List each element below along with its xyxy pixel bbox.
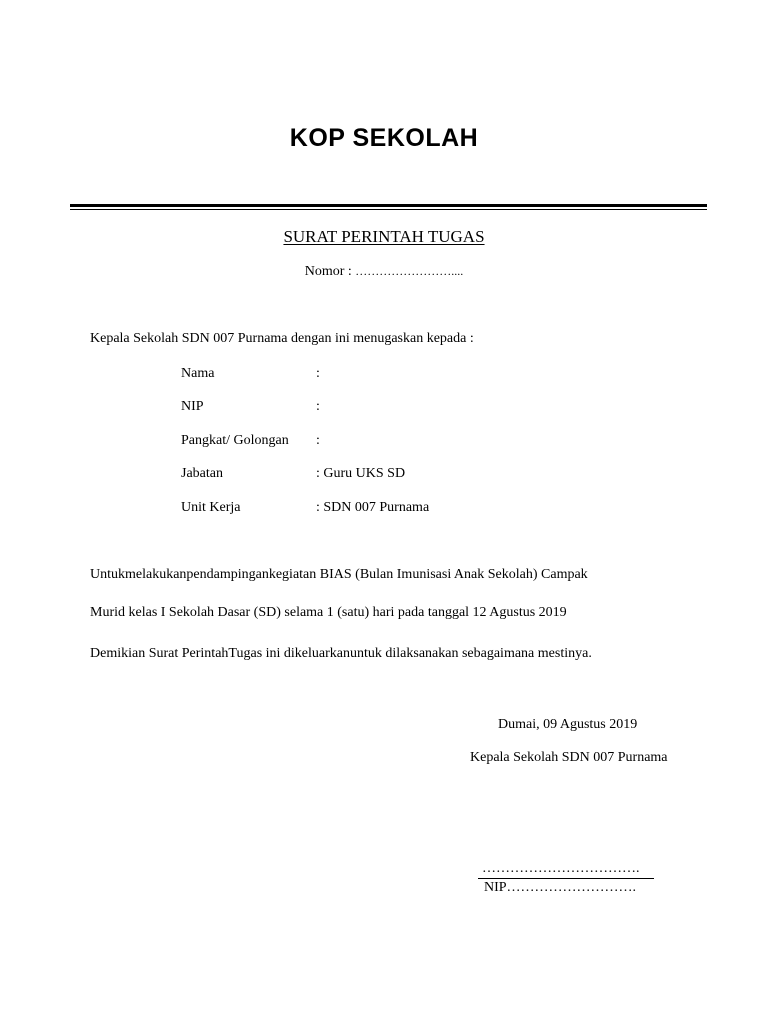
field-value-pangkat: :	[316, 433, 320, 448]
document-number-dots: ……………………....	[355, 264, 464, 278]
signature-place-date: Dumai, 09 Agustus 2019	[498, 717, 638, 732]
field-label-nama: Nama	[181, 366, 215, 381]
letterhead-rule-thin	[70, 209, 707, 210]
body-line-1: Untukmelakukanpendampingankegiatan BIAS (Bulan Imunisasi Anak Sekolah) Campak	[90, 567, 588, 582]
document-number-label: Nomor :	[304, 264, 352, 279]
field-value-nama: :	[316, 366, 320, 381]
document-number	[0, 264, 768, 280]
signature-name-line: …………………………….	[482, 861, 640, 876]
signature-underline	[478, 878, 654, 879]
document-title-text: SURAT PERINTAH TUGAS	[283, 227, 485, 246]
document-title	[0, 227, 768, 247]
signature-position: Kepala Sekolah SDN 007 Purnama	[470, 750, 668, 765]
signature-nip: NIP……………………….	[484, 880, 637, 895]
field-label-pangkat: Pangkat/ Golongan	[181, 433, 289, 448]
field-value-jabatan: : Guru UKS SD	[316, 466, 406, 481]
body-line-2: Murid kelas I Sekolah Dasar (SD) selama 1 (satu) hari pada tanggal 12 Agustus 2019	[90, 605, 567, 620]
letterhead-title: KOP SEKOLAH	[289, 124, 479, 152]
field-label-unit-kerja: Unit Kerja	[181, 500, 241, 515]
body-line-3: Demikian Surat PerintahTugas ini dikeluarkanuntuk dilaksanakan sebagaimana mestinya.	[90, 646, 592, 661]
field-value-nip: :	[316, 399, 320, 414]
field-label-nip: NIP	[181, 399, 204, 414]
intro-paragraph: Kepala Sekolah SDN 007 Purnama dengan ini menugaskan kepada :	[90, 331, 474, 346]
field-value-unit-kerja: : SDN 007 Purnama	[316, 500, 430, 515]
field-label-jabatan: Jabatan	[181, 466, 223, 481]
letterhead-rule-thick	[70, 204, 707, 207]
